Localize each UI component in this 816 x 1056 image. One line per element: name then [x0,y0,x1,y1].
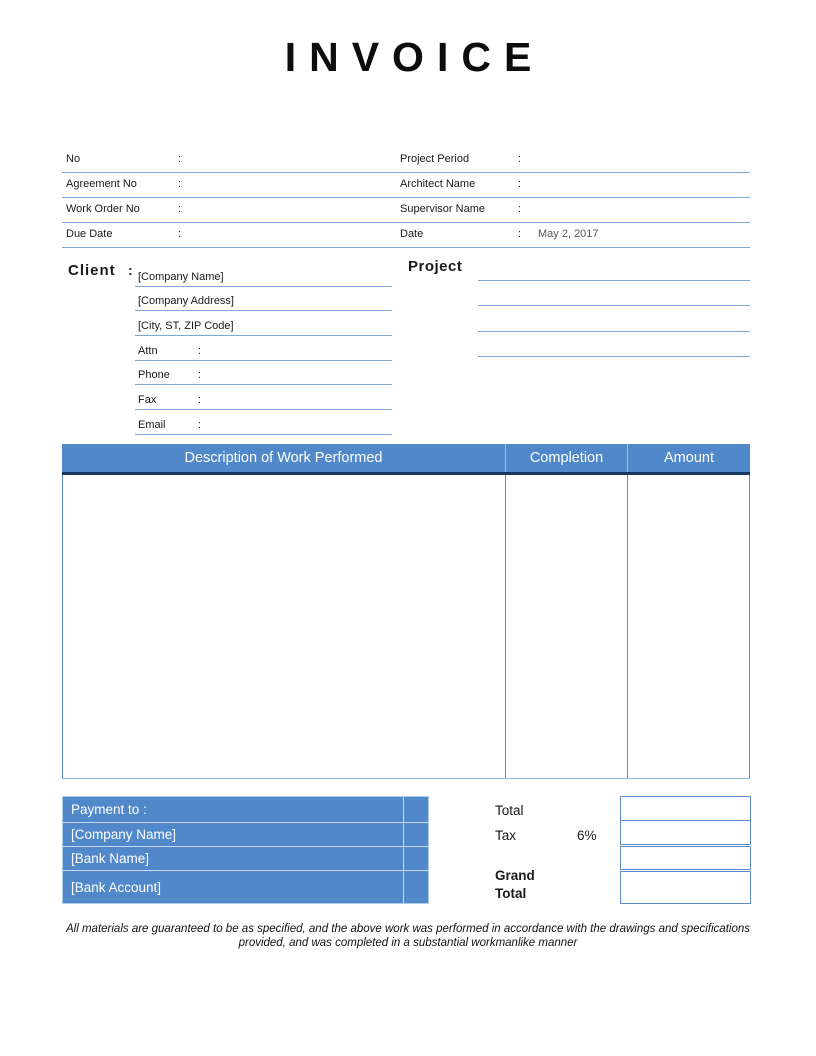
client-company-name-placeholder[interactable]: [Company Name] [138,270,224,283]
payment-bank-account-row[interactable] [63,871,428,903]
meta-row-work-order [62,198,750,223]
work-table-body [62,475,750,779]
fax-label: Fax [138,394,157,407]
payment-to-heading: Payment to : [71,802,147,817]
agreement-no-value-field[interactable] [196,173,386,197]
work-description-cell[interactable] [63,475,505,778]
client-city-row[interactable] [135,311,392,336]
client-company-address-row[interactable] [135,287,392,312]
project-heading: Project [408,258,463,275]
project-period-colon: : [518,153,522,165]
phone-value-field[interactable] [215,359,392,383]
project-line-4[interactable] [478,332,750,358]
description-column-header: Description of Work Performed [184,450,383,466]
meta-row-agreement [62,173,750,198]
due-date-label: Due Date [66,228,113,240]
grand-total-value-cell[interactable] [620,871,751,904]
project-line-1[interactable] [478,255,750,281]
date-value[interactable]: May 2, 2017 [538,228,599,240]
client-email-row [135,410,392,435]
date-colon: : [518,228,522,240]
grand-total-label: Grand Total [495,868,535,902]
client-company-name-row[interactable] [135,262,392,287]
client-fields [135,262,392,435]
totals-boxes [620,796,751,904]
email-colon: : [198,418,202,431]
payment-bank-account-placeholder[interactable]: [Bank Account] [71,879,162,895]
no-label: No [66,153,81,165]
total-value-cell[interactable] [620,796,751,821]
work-table-header [62,444,750,475]
architect-name-colon: : [518,178,522,190]
payment-company-row[interactable] [63,823,428,847]
total-label: Total [495,803,524,818]
supervisor-name-colon: : [518,203,522,215]
agreement-no-label: Agreement No [66,178,137,190]
due-date-value-field[interactable] [196,223,386,247]
client-company-address-placeholder[interactable]: [Company Address] [138,295,234,308]
agreement-no-colon: : [178,178,182,190]
client-city-placeholder[interactable]: [City, ST, ZIP Code] [138,320,234,333]
project-line-2[interactable] [478,281,750,307]
work-table [62,444,750,779]
supervisor-name-value-field[interactable] [538,198,743,222]
work-completion-cell[interactable] [505,475,627,778]
due-date-colon: : [178,228,182,240]
attn-value-field[interactable] [215,334,392,358]
email-label: Email [138,418,166,431]
project-fields [478,255,750,357]
payment-box-column-divider [403,797,404,903]
client-fax-row [135,385,392,410]
work-amount-cell[interactable] [627,475,749,778]
work-order-no-label: Work Order No [66,203,140,215]
project-period-label: Project Period [400,153,470,165]
payment-to-heading-row [63,797,428,823]
work-order-no-colon: : [178,203,182,215]
subtotal-value-cell[interactable] [620,846,751,870]
payment-to-box [62,796,429,904]
attn-label: Attn [138,344,158,357]
payment-bank-name-row[interactable] [63,847,428,871]
client-phone-row [135,361,392,386]
payment-company-placeholder[interactable]: [Company Name] [71,827,177,842]
project-line-3[interactable] [478,306,750,332]
phone-colon: : [198,369,202,382]
date-label: Date [400,228,424,240]
supervisor-name-label: Supervisor Name [400,203,485,215]
meta-row-due-date [62,223,750,248]
invoice-meta-form [62,148,750,248]
fax-value-field[interactable] [215,383,392,407]
client-heading-colon: : [128,262,133,278]
tax-label: Tax [495,828,517,843]
client-attn-row [135,336,392,361]
project-period-value-field[interactable] [538,148,743,172]
guarantee-disclaimer: All materials are guaranteed to be as specified, and the above work was performed in accordance with the drawings and specifications provided, and was completed in a substantial workmanlike manner [66,923,750,950]
tax-rate: 6% [577,828,597,843]
payment-bank-name-placeholder[interactable]: [Bank Name] [71,851,150,866]
client-heading: Client [68,262,116,279]
page-title: INVOICE [284,34,545,80]
attn-colon: : [198,344,202,357]
email-value-field[interactable] [215,408,392,432]
amount-column-header: Amount [627,444,750,472]
architect-name-value-field[interactable] [538,173,743,197]
meta-row-no [62,148,750,173]
no-colon: : [178,153,182,165]
phone-label: Phone [138,369,170,382]
tax-value-cell[interactable] [620,820,751,845]
work-order-no-value-field[interactable] [196,198,386,222]
fax-colon: : [198,394,202,407]
no-value-field[interactable] [196,148,386,172]
completion-column-header: Completion [505,444,627,472]
architect-name-label: Architect Name [400,178,476,190]
